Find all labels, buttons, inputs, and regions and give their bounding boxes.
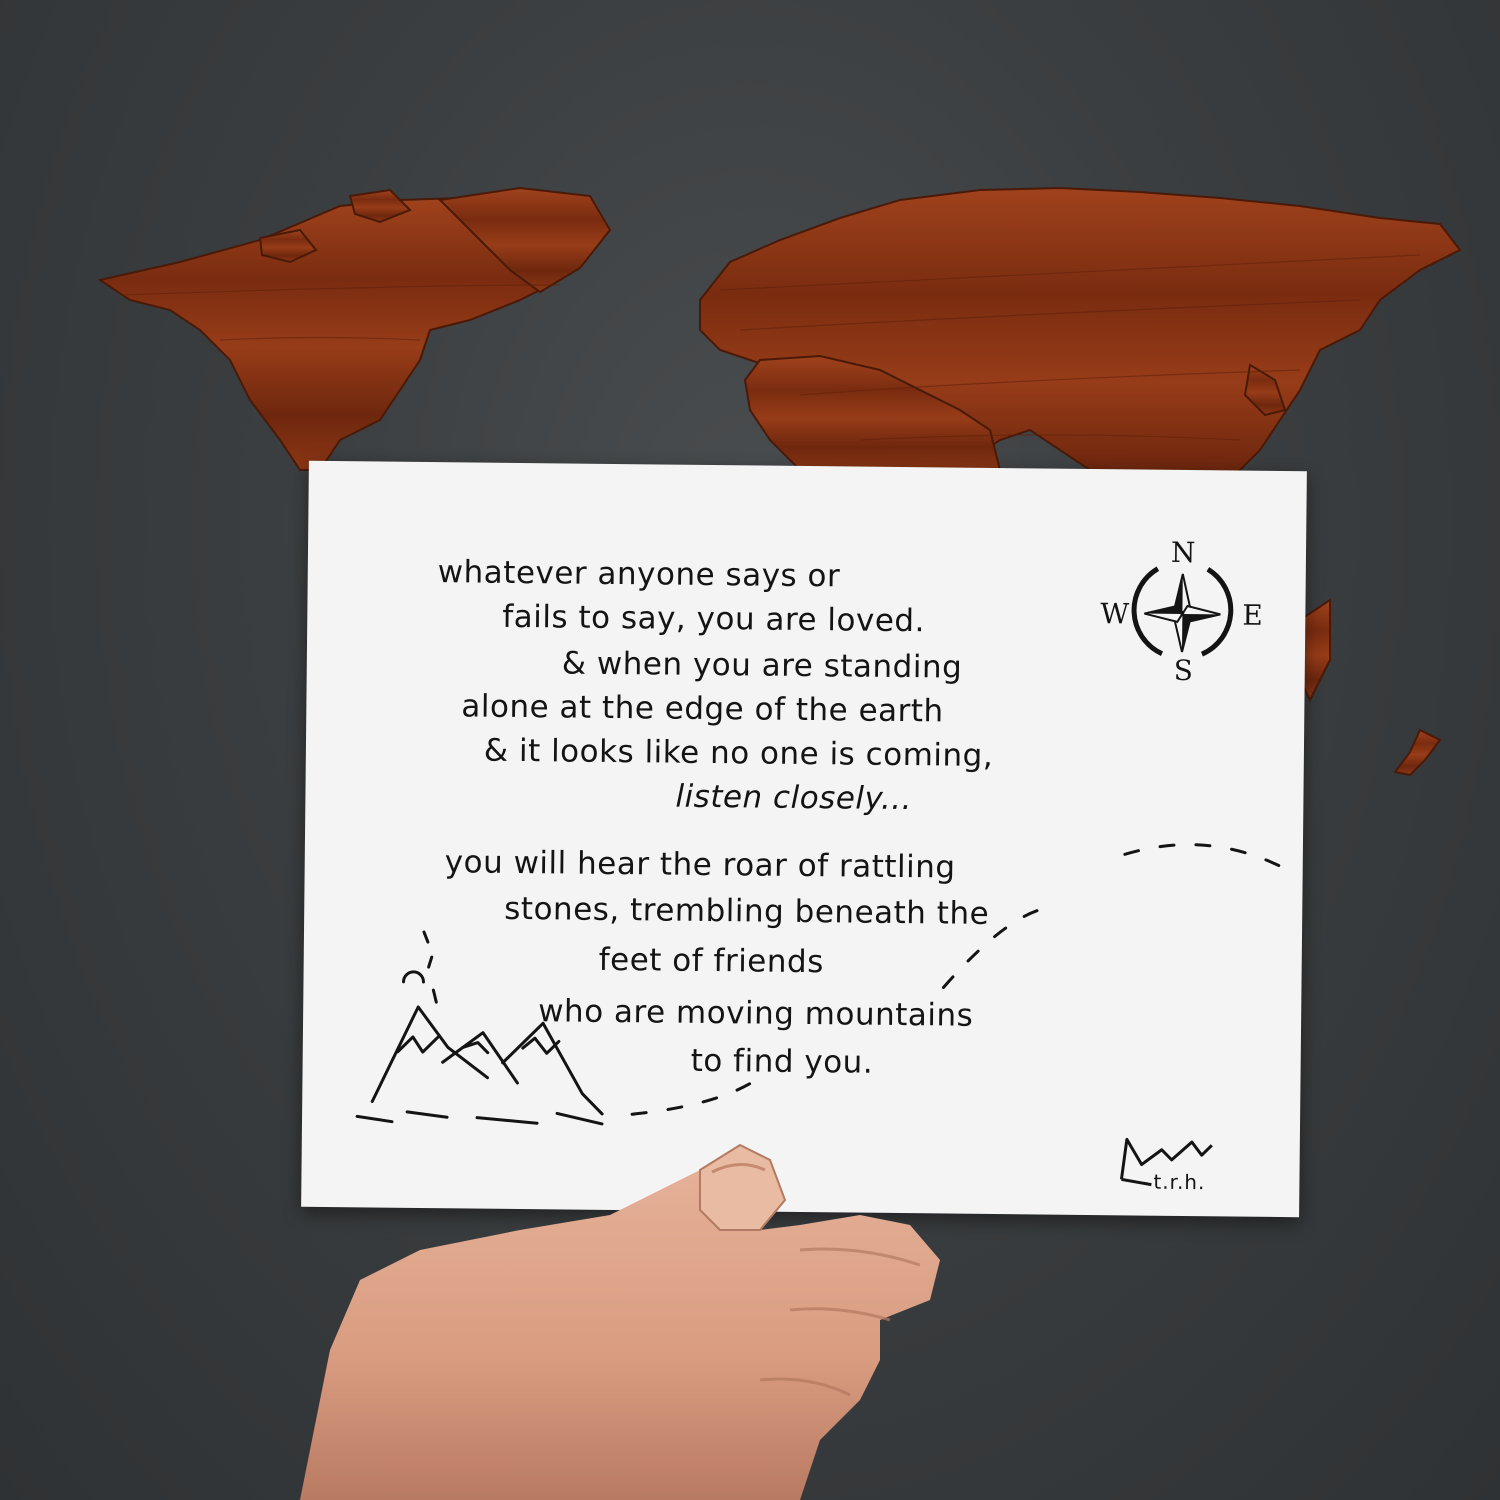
compass-east-label: E [1242, 598, 1263, 632]
compass-north-label: N [1170, 535, 1196, 570]
poem-line-1: whatever anyone says or [437, 554, 841, 595]
signature-initials: t.r.h. [1153, 1169, 1206, 1195]
thumb-shape [700, 1145, 785, 1230]
poem-line-6: listen closely... [675, 778, 913, 818]
palm-shape [300, 1145, 940, 1500]
poem-line-2: fails to say, you are loved. [502, 598, 926, 640]
poem-line-3: & when you are standing [561, 645, 963, 686]
poem-line-5: & it looks like no one is coming, [483, 732, 994, 774]
poem-line-10: who are moving mountains [537, 993, 974, 1034]
compass-west-label: W [1100, 597, 1130, 631]
poem-line-4: alone at the edge of the earth [461, 688, 944, 730]
poem-line-11: to find you. [690, 1042, 874, 1081]
poem-line-7: you will hear the roar of rattling [444, 844, 956, 886]
poem-line-9: feet of friends [598, 941, 825, 981]
poem-line-8: stones, trembling beneath the [504, 890, 990, 932]
compass-south-label: S [1173, 653, 1194, 688]
